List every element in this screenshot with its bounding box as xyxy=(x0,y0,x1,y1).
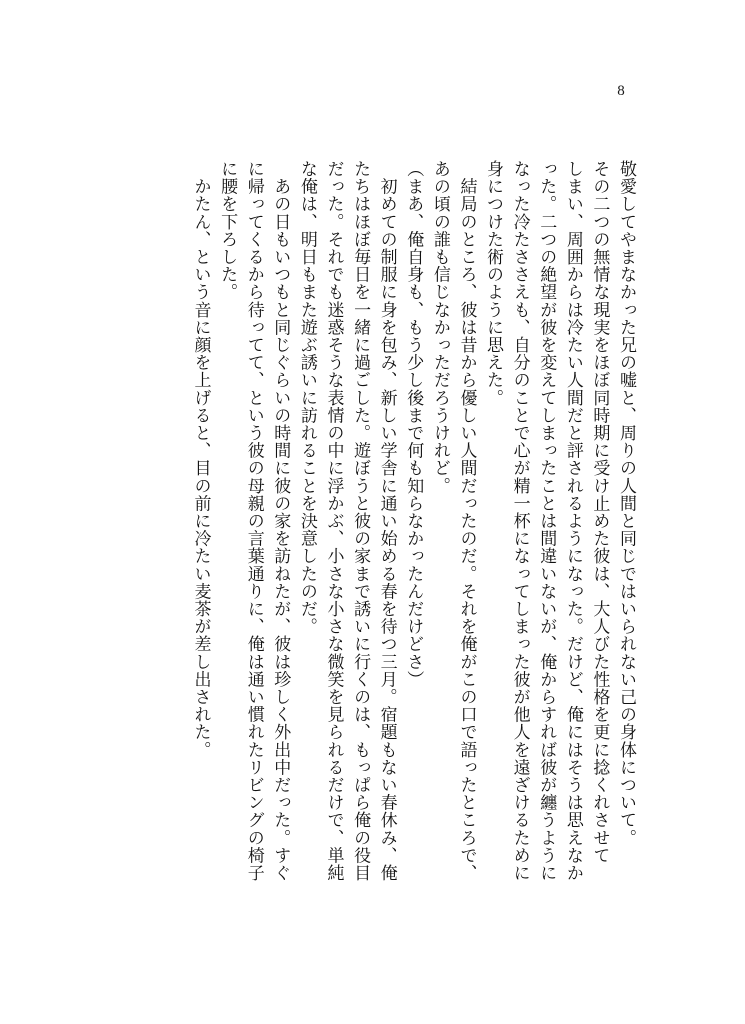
text-column: しまい、周囲からは冷たい人間だと評されるようになった。だけど、俺にはそうは思えなか xyxy=(562,160,583,882)
text-column: だった。それでも迷惑そうな表情の中に浮かぶ、小さな小さな微笑を見られるだけで、単純 xyxy=(323,160,344,882)
text-column: あの日もいつもと同じぐらいの時間に彼の家を訪ねたが、彼は珍しく外出中だった。すぐ xyxy=(270,160,291,882)
text-column: あの頃の誰も信じなかっただろうけれど。 xyxy=(429,160,450,495)
novel-body-text xyxy=(187,160,639,882)
text-column: 初めての制服に身を包み、新しい学舎に通い始める春を待つ三月。宿題もない春休み、俺 xyxy=(376,160,397,882)
text-column: たちはほぼ毎日を一緒に過ごした。遊ぼうと彼の家まで誘いに行くのは、もっぱら俺の役目 xyxy=(350,160,371,882)
text-column: なった冷たささえも、自分のことで心が精一杯になってしまった彼が他人を遠ざけるために xyxy=(509,160,530,882)
text-column: な俺は、明日もまた遊ぶ誘いに訪れることを決意したのだ。 xyxy=(296,160,317,636)
text-column: （まあ、俺自身も、もう少し後まで何も知らなかったんだけどさ） xyxy=(403,160,424,688)
text-column: 敬愛してやまなかった兄の嘘と、周りの人間と同じではいられない己の身体について。 xyxy=(616,160,636,847)
text-column: 結局のところ、彼は昔から優しい人間だったのだ。それを俺がこの口で語ったところで、 xyxy=(456,160,477,882)
text-column: に帰ってくるから待ってて、という彼の母親の言葉通りに、俺は通い慣れたリビングの椅子 xyxy=(243,160,264,882)
text-column: った。二つの絶望が彼を変えてしまったことは間違いないが、俺からすれば彼が纏うように xyxy=(536,160,557,882)
text-column: その二つの無情な現実をほぼ同時期に受け止めた彼は、大人びた性格を更に捻くれさせて xyxy=(589,160,610,864)
text-column: に腰を下ろした。 xyxy=(217,160,238,301)
text-column: 身につけた術のように思えた。 xyxy=(483,160,504,407)
page-number: 8 xyxy=(617,83,625,99)
text-column: かたん、という音に顔を上げると、目の前に冷たい麦茶が差し出された。 xyxy=(190,160,211,759)
